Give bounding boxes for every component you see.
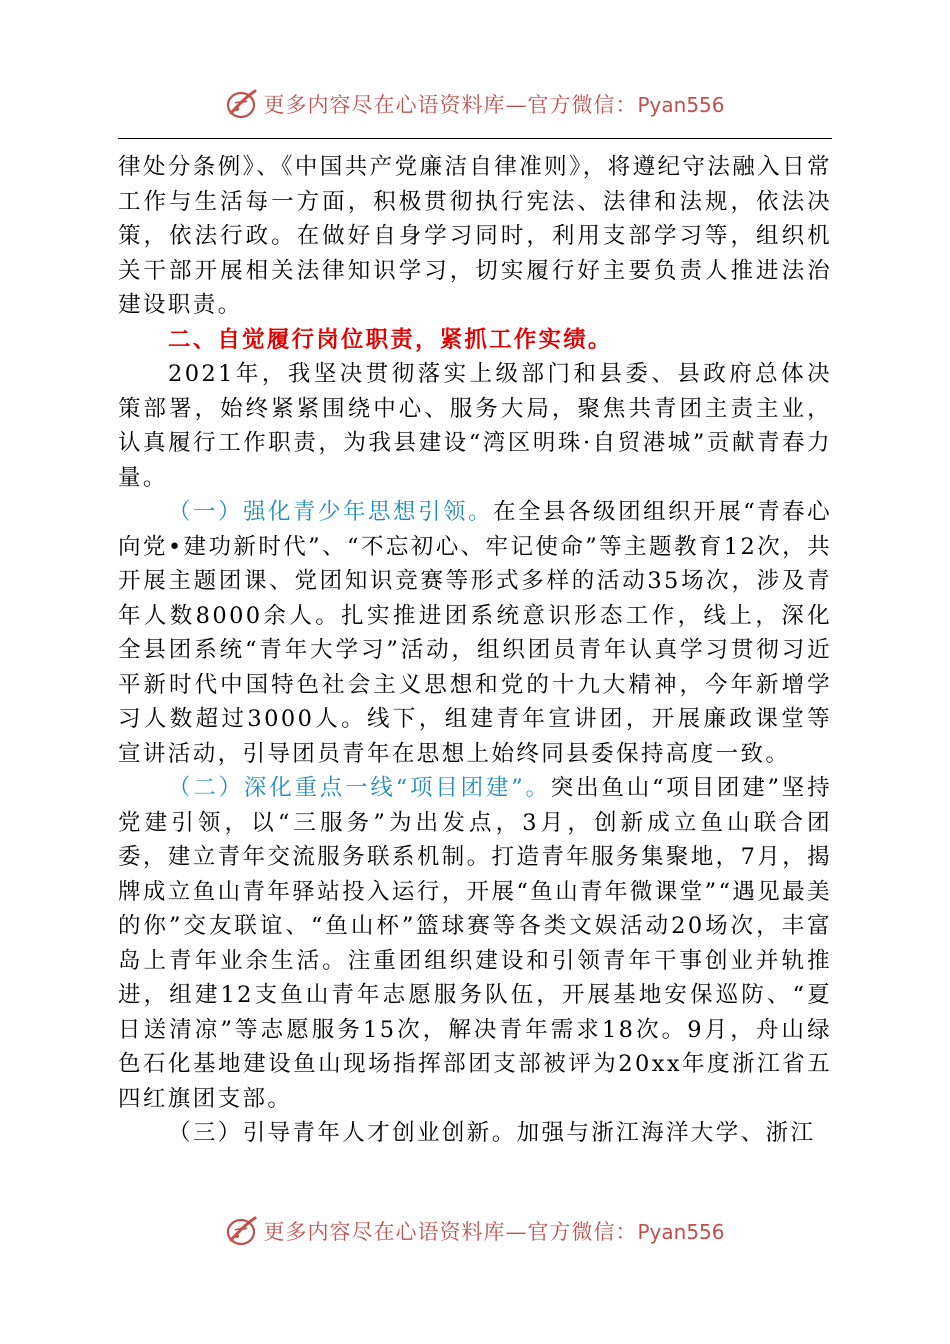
subsection-title: （三）引导青年人才创业创新。	[168, 1120, 517, 1146]
banner-text: 更多内容尽在心语资料库—官方微信：Pyan556	[263, 1220, 725, 1244]
footer-banner	[0, 1211, 950, 1251]
paragraph: 2021年，我坚决贯彻落实上级部门和县委、县政府总体决策部署，始终紧紧围绕中心、服务大局，聚焦共青团主责主业，认真履行工作职责，为我县建设“湾区明珠·自贸港城”贡献青春力量。	[118, 361, 832, 491]
section-heading: 二、自觉履行岗位职责，紧抓工作实绩。	[168, 326, 613, 353]
wechat-id: Pyan556	[637, 93, 725, 117]
paragraph	[118, 771, 832, 1116]
subsection-text: 加强与浙江海洋大学、浙江	[516, 1120, 816, 1146]
document-body	[118, 150, 832, 1151]
header-banner	[0, 84, 950, 124]
wechat-id: Pyan556	[637, 1220, 725, 1244]
paragraph	[118, 1116, 832, 1151]
subsection-text: 突出鱼山“项目团建”坚持党建引领，以“三服务”为出发点，3月，创新成立鱼山联合团委，建立青年交流服务联系机制。打造青年服务集聚地，7月，揭牌成立鱼山青年驿站投入运行，开展“鱼山青年微课堂”“遇见最美的你”交友联谊、“鱼山杯”篮球赛等各类文娱活动20场次，丰富岛上青年业余生活。注重团组织建设和引领青年干事创业并轨推进，组建12支鱼山青年志愿服务队伍，开展基地安保巡防、“夏日送清凉”等志愿服务15次，解决青年需求18次。9月，舟山绿色石化基地建设鱼山现场指挥部团支部被评为20xx年度浙江省五四红旗团支部。	[118, 775, 833, 1112]
banner-text: 更多内容尽在心语资料库—官方微信：Pyan556	[263, 93, 725, 117]
brush-logo-icon	[225, 87, 259, 121]
subsection-title: （二）深化重点一线“项目团建”。	[168, 775, 551, 801]
paragraph: 律处分条例》、《中国共产党廉洁自律准则》，将遵纪守法融入日常工作与生活每一方面，积极贯彻执行宪法、法律和法规，依法决策，依法行政。在做好自身学习同时，利用支部学习等，组织机关干部开展相关法律知识学习，切实履行好主要负责人推进法治建设职责。	[118, 154, 832, 318]
subsection-text: 在全县各级团组织开展“青春心向党•建功新时代”、“不忘初心、牢记使命”等主题教育12次，共开展主题团课、党团知识竞赛等形式多样的活动35场次，涉及青年人数8000余人。扎实推进团系统意识形态工作，线上，深化全县团系统“青年大学习”活动，组织团员青年认真学习贯彻习近平新时代中国特色社会主义思想和党的十九大精神，今年新增学习人数超过3000人。线下，组建青年宣讲团，开展廉政课堂等宣讲活动，引导团员青年在思想上始终同县委保持高度一致。	[118, 499, 832, 767]
paragraph	[118, 495, 832, 771]
header-rule	[118, 138, 832, 139]
subsection-title: （一）强化青少年思想引领。	[168, 499, 494, 525]
brush-logo-icon	[225, 1214, 259, 1248]
